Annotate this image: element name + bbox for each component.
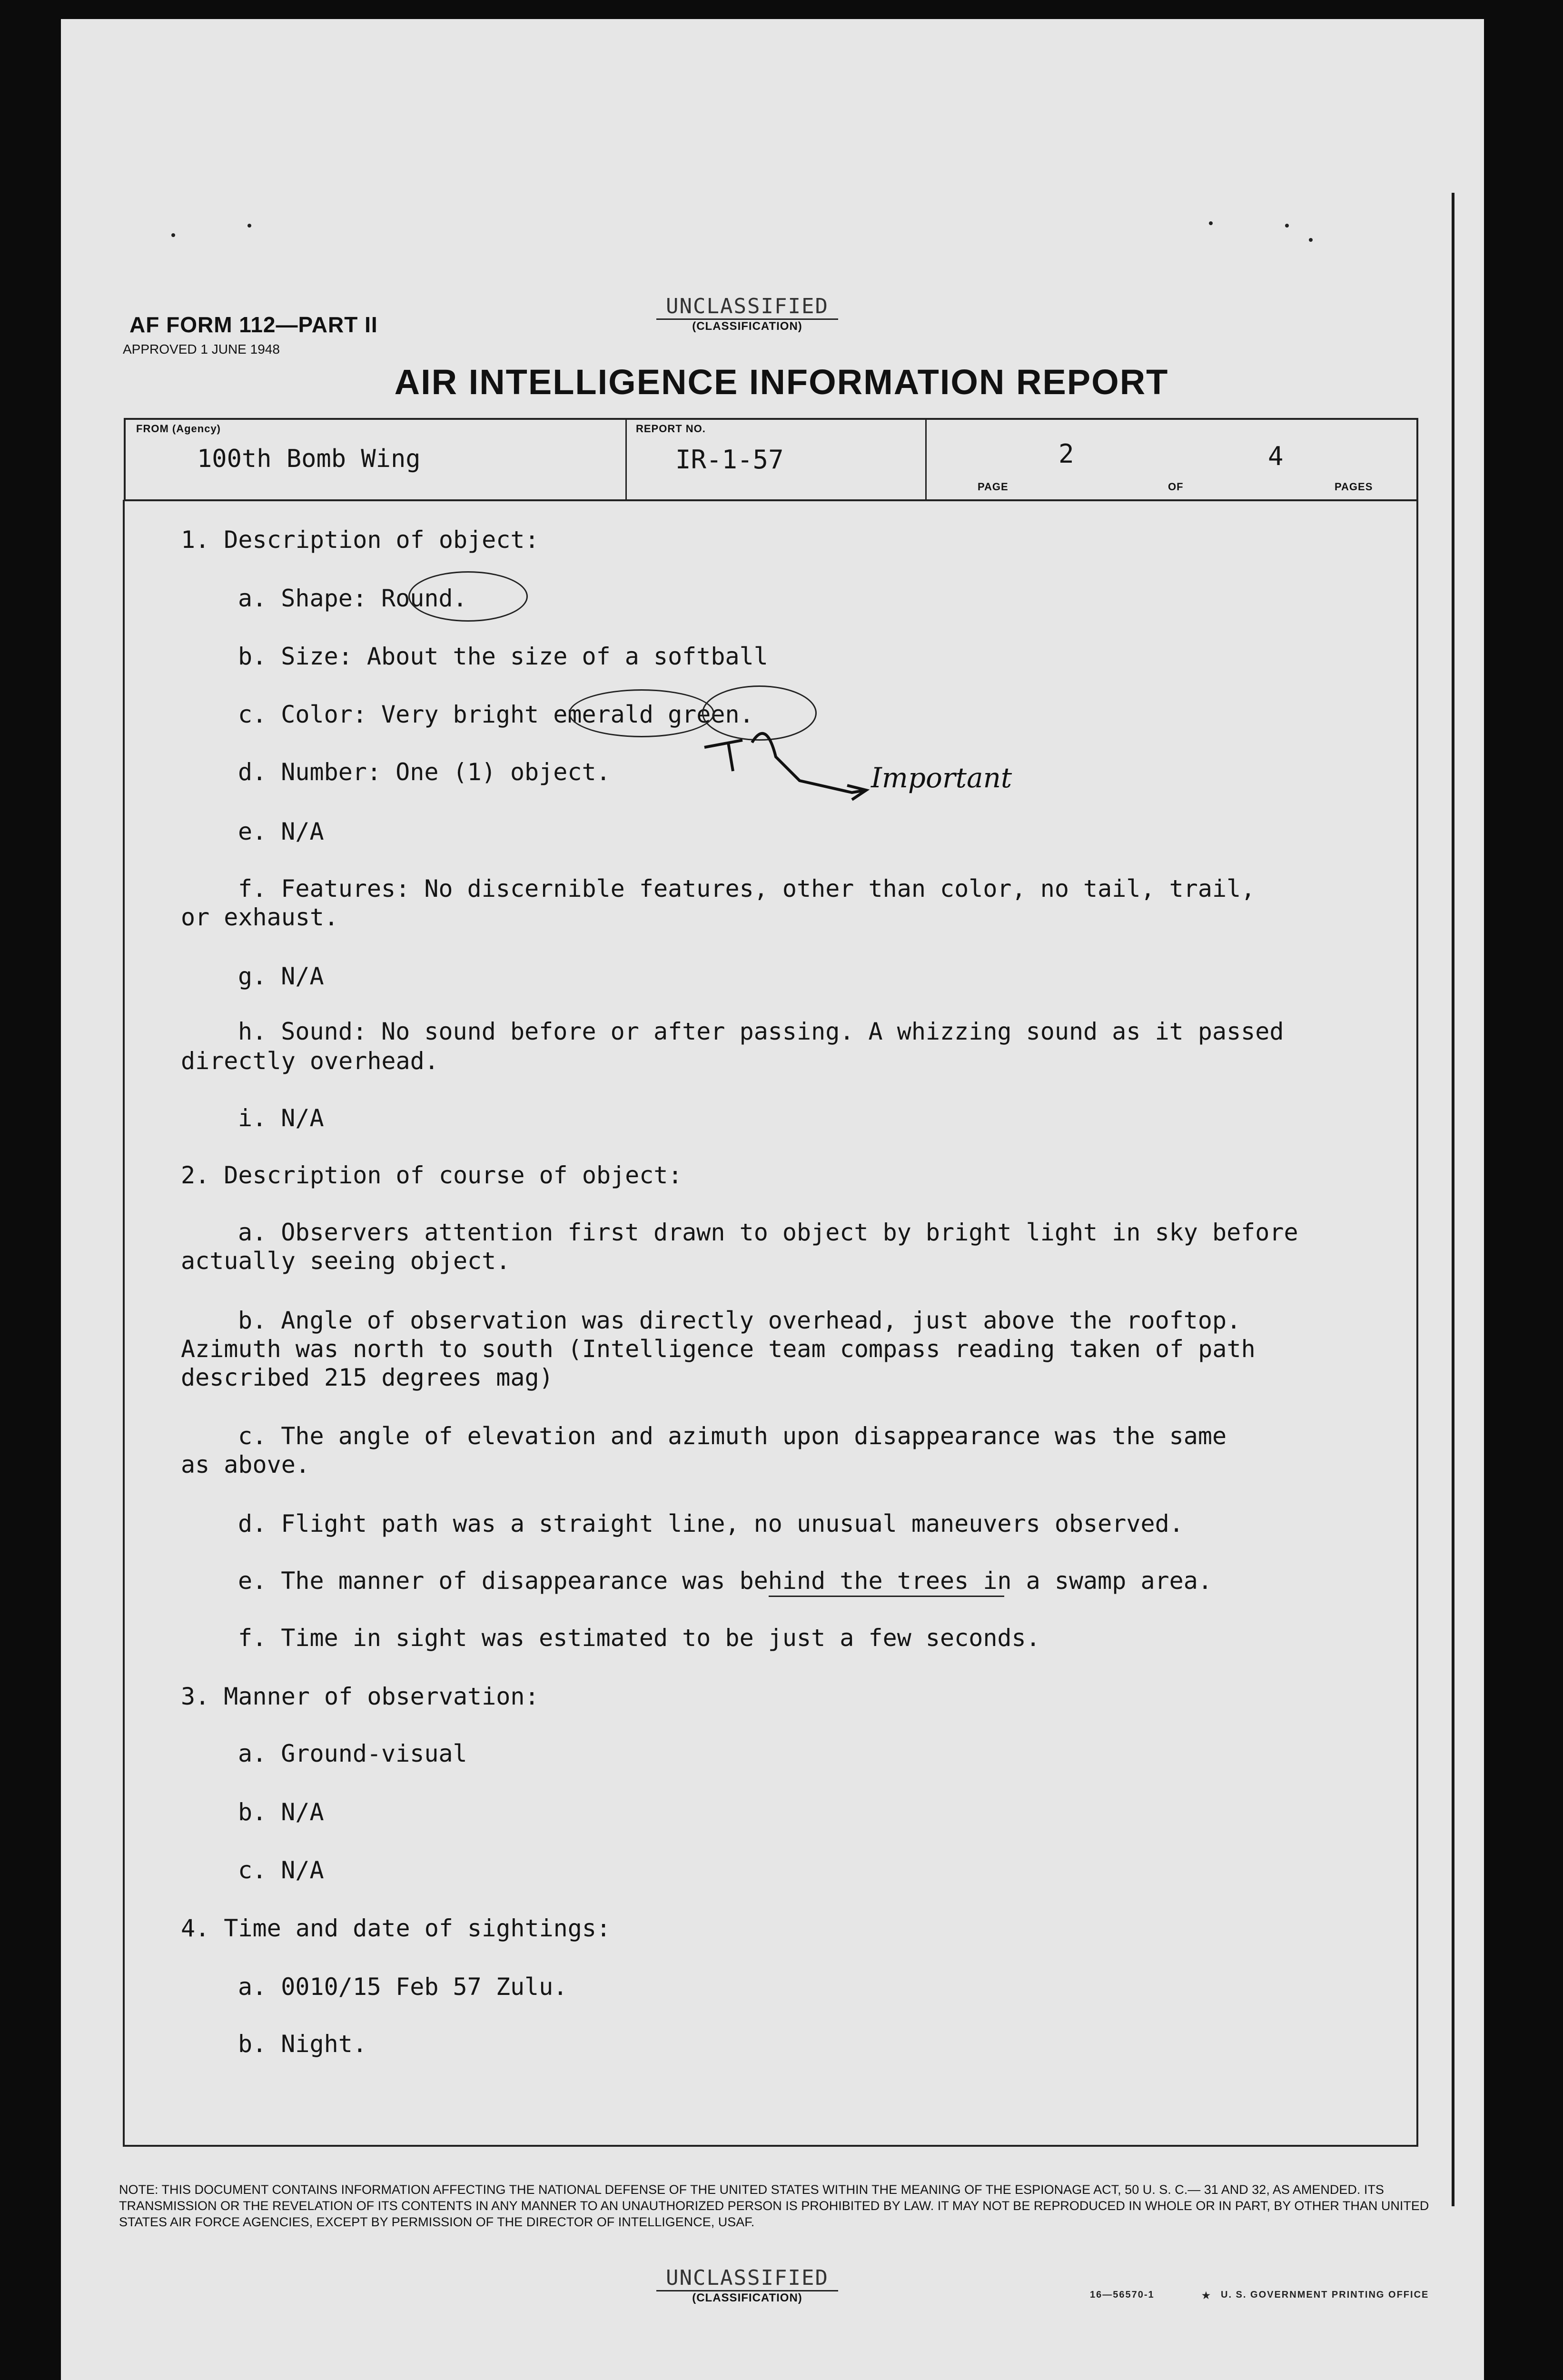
section-3-heading: 3. Manner of observation: bbox=[181, 1683, 539, 1710]
item-4a: a. 0010/15 Feb 57 Zulu. bbox=[238, 1973, 568, 2001]
form-approved-date: APPROVED 1 JUNE 1948 bbox=[123, 342, 280, 357]
speck bbox=[247, 224, 251, 228]
handwritten-annotation bbox=[695, 714, 1038, 833]
classification-value: UNCLASSIFIED bbox=[656, 294, 838, 320]
item-2a-line-2: actually seeing object. bbox=[181, 1247, 511, 1275]
speck bbox=[1285, 224, 1289, 228]
item-1d: d. Number: One (1) object. bbox=[238, 758, 611, 786]
grid-divider bbox=[925, 420, 927, 499]
item-3c: c. N/A bbox=[238, 1856, 324, 1884]
item-1a: a. Shape: Round. bbox=[238, 585, 467, 612]
item-2d: d. Flight path was a straight line, no unusual maneuvers observed. bbox=[238, 1510, 1184, 1537]
espionage-notice: NOTE: THIS DOCUMENT CONTAINS INFORMATION AFFECTING THE NATIONAL DEFENSE OF THE UNITED STATES WITHIN THE MEANING OF THE ESPIONAGE ACT, 50 U. S. C.— 31 AND 32, AS AMENDED. ITS TRANSMISSION OR THE REVELATION OF ITS CONTENTS IN ANY MANNER TO AN UNAUTHORIZED PERSON IS PROHIBITED BY LAW. IT MAY NOT BE REPRODUCED IN WHOLE OR IN PART, BY OTHER THAN UNITED STATES AIR FORCE AGENCIES, EXCEPT BY PERMISSION OF THE DIRECTOR OF INTELLIGENCE, USAF. bbox=[119, 2182, 1429, 2229]
item-2a-line-1: a. Observers attention first drawn to object by bright light in sky before bbox=[238, 1219, 1298, 1246]
classification-label: (CLASSIFICATION) bbox=[692, 2291, 802, 2304]
underline-mark bbox=[769, 1596, 1004, 1597]
from-label: FROM (Agency) bbox=[136, 423, 221, 435]
of-label: OF bbox=[1168, 481, 1184, 493]
circle-mark bbox=[569, 689, 714, 737]
circle-mark bbox=[408, 571, 528, 622]
item-1h-line-1: h. Sound: No sound before or after passing. A whizzing sound as it passed bbox=[238, 1018, 1284, 1045]
speck bbox=[1309, 238, 1313, 242]
section-4-heading: 4. Time and date of sightings: bbox=[181, 1914, 611, 1942]
speck bbox=[1209, 221, 1213, 225]
grid-divider bbox=[625, 420, 627, 499]
of-value: 4 bbox=[1268, 441, 1284, 471]
report-no-value: IR-1-57 bbox=[675, 445, 784, 475]
item-2c-line-2: as above. bbox=[181, 1451, 310, 1478]
classification-top bbox=[623, 294, 871, 333]
page-label: PAGE bbox=[978, 481, 1009, 493]
classification-label: (CLASSIFICATION) bbox=[692, 320, 802, 333]
handwritten-note: Important bbox=[871, 762, 1012, 794]
item-1h-line-2: directly overhead. bbox=[181, 1047, 439, 1075]
item-2e: e. The manner of disappearance was behind the trees in a swamp area. bbox=[238, 1567, 1212, 1595]
printer-star-icon: ★ bbox=[1202, 2291, 1211, 2301]
item-1f-line-1: f. Features: No discernible features, other than color, no tail, trail, bbox=[238, 875, 1256, 902]
item-3b: b. N/A bbox=[238, 1798, 324, 1826]
item-2b-line-2: Azimuth was north to south (Intelligence team compass reading taken of path bbox=[181, 1335, 1256, 1363]
item-4b: b. Night. bbox=[238, 2030, 367, 2058]
printer-name: U. S. GOVERNMENT PRINTING OFFICE bbox=[1221, 2290, 1429, 2300]
item-1i: i. N/A bbox=[238, 1104, 324, 1132]
printer-code: 16—56570-1 bbox=[1090, 2290, 1155, 2300]
item-1c: c. Color: Very bright emerald green. bbox=[238, 701, 754, 728]
item-1b: b. Size: About the size of a softball bbox=[238, 643, 768, 670]
item-2f: f. Time in sight was estimated to be just a few seconds. bbox=[238, 1624, 1040, 1652]
section-2-heading: 2. Description of course of object: bbox=[181, 1161, 683, 1189]
item-2c-line-1: c. The angle of elevation and azimuth upon disappearance was the same bbox=[238, 1422, 1227, 1450]
section-1-heading: 1. Description of object: bbox=[181, 526, 539, 554]
item-1e: e. N/A bbox=[238, 818, 324, 845]
classification-bottom bbox=[623, 2266, 871, 2305]
item-1g: g. N/A bbox=[238, 962, 324, 990]
report-no-label: REPORT NO. bbox=[636, 423, 706, 435]
report-title: AIR INTELLIGENCE INFORMATION REPORT bbox=[394, 362, 1169, 402]
page-value: 2 bbox=[1058, 439, 1074, 469]
item-3a: a. Ground-visual bbox=[238, 1740, 467, 1767]
header-field-grid bbox=[124, 418, 1418, 501]
pages-label: PAGES bbox=[1335, 481, 1373, 493]
form-id: AF FORM 112—PART II bbox=[129, 312, 378, 337]
from-value: 100th Bomb Wing bbox=[197, 445, 421, 473]
speck bbox=[171, 233, 175, 237]
item-1f-line-2: or exhaust. bbox=[181, 903, 339, 931]
classification-value: UNCLASSIFIED bbox=[656, 2266, 838, 2291]
right-border-line bbox=[1452, 193, 1454, 2206]
item-2b-line-1: b. Angle of observation was directly overhead, just above the rooftop. bbox=[238, 1307, 1241, 1334]
item-2b-line-3: described 215 degrees mag) bbox=[181, 1364, 554, 1391]
